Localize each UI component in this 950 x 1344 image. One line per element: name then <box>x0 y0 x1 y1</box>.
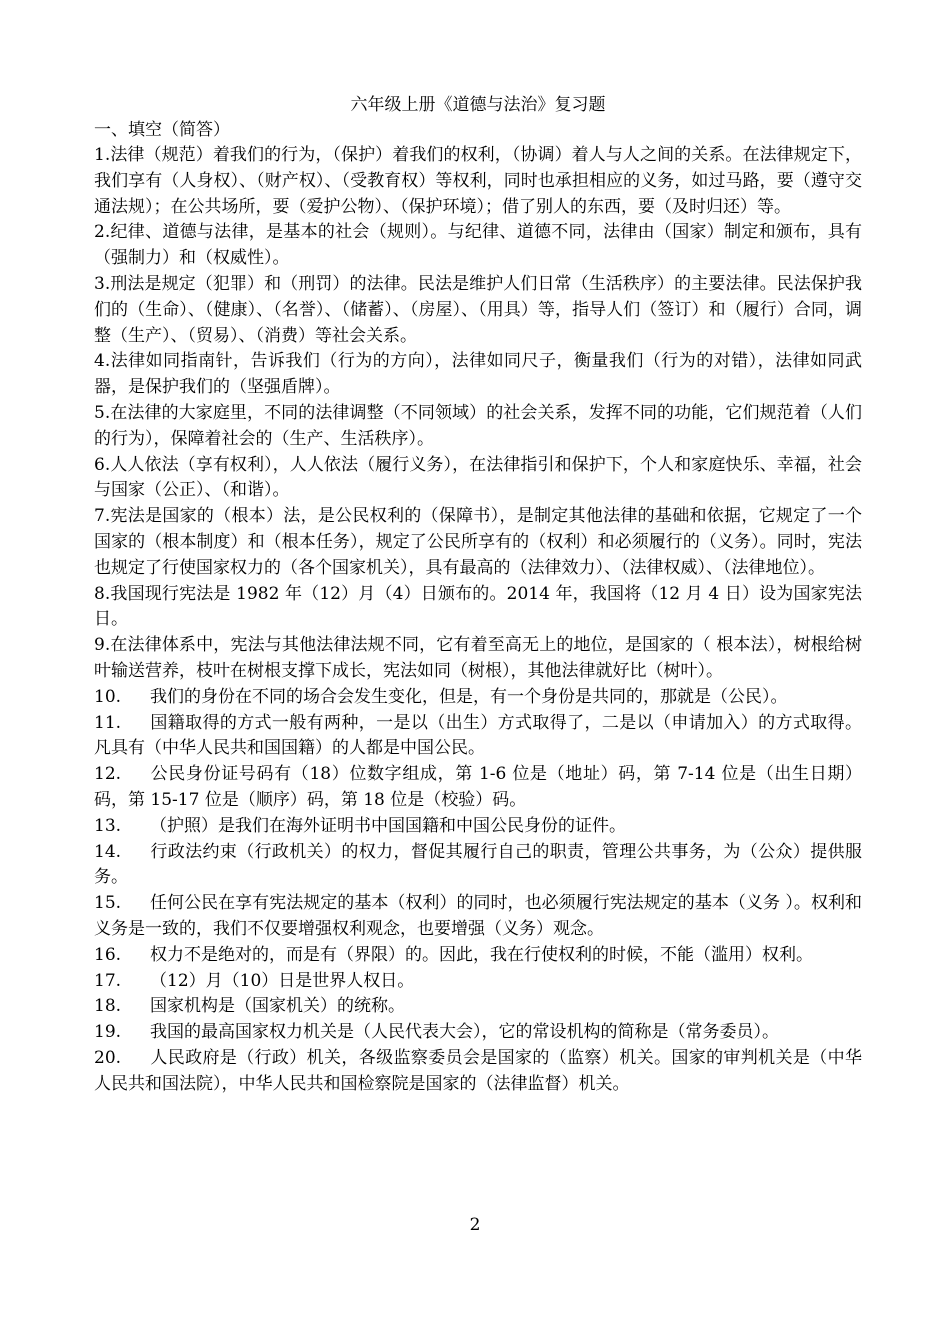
question-number: 3. <box>94 273 111 294</box>
question-item <box>94 349 862 401</box>
document-page <box>94 92 862 1097</box>
question-item <box>94 943 862 969</box>
question-number: 7. <box>94 506 111 527</box>
page-number: 2 <box>469 1215 481 1235</box>
question-item <box>94 840 862 892</box>
question-number: 14. <box>94 841 122 862</box>
question-number: 19. <box>94 1022 122 1043</box>
question-item <box>94 1046 862 1098</box>
question-number: 18. <box>94 996 122 1017</box>
question-number: 8. <box>94 583 111 604</box>
question-text: 国家机构是（国家机关）的统称。 <box>150 996 405 1017</box>
question-item <box>94 1020 862 1046</box>
question-item <box>94 711 862 763</box>
question-item <box>94 220 862 272</box>
question-text: 人人依法（享有权利），人人依法（履行义务），在法律指引和保护下，个人和家庭快乐、幸福，社会与国家（公正）、（和谐）。 <box>94 454 862 501</box>
question-text: 权力不是绝对的，而是有（界限）的。因此，我在行使权利的时候，不能（滥用）权利。 <box>150 944 813 965</box>
question-text: 人民政府是（行政）机关，各级监察委员会是国家的（监察）机关。国家的审判机关是（中华人民共和国法院），中华人民共和国检察院是国家的（法律监督）机关。 <box>94 1047 862 1094</box>
question-item <box>94 504 862 581</box>
question-text: 在法律的大家庭里，不同的法律调整（不同领域）的社会关系，发挥不同的功能，它们规范着（人们的行为），保障着社会的（生产、生活秩序）。 <box>94 402 862 449</box>
question-text: 我国的最高国家权力机关是（人民代表大会），它的常设机构的简称是（常务委员）。 <box>150 1022 779 1043</box>
question-number: 20. <box>94 1047 122 1068</box>
question-number: 17. <box>94 970 122 991</box>
question-item <box>94 814 862 840</box>
question-number: 12. <box>94 764 122 785</box>
question-item <box>94 143 862 220</box>
question-text: 法律如同指南针，告诉我们（行为的方向），法律如同尺子，衡量我们（行为的对错），法律如同武器，是保护我们的（坚强盾牌）。 <box>94 351 862 398</box>
question-number: 4. <box>94 351 111 372</box>
question-text: 刑法是规定（犯罪）和（刑罚）的法律。民法是维护人们日常（生活秩序）的主要法律。民法保护我们的（生命）、（健康）、（名誉）、（储蓄）、（房屋）、（用具）等，指导人们（签订）和（履行）合同，调整（生产）、（贸易）、（消费）等社会关系。 <box>94 273 862 346</box>
question-text: 在法律体系中，宪法与其他法律法规不同，它有着至高无上的地位，是国家的（ 根本法），树根给树叶输送营养，枝叶在树根支撑下成长，宪法如同（树根），其他法律就好比（树叶）。 <box>94 635 862 681</box>
question-item <box>94 762 862 814</box>
question-text: （12）月（10）日是世界人权日。 <box>150 970 415 991</box>
question-text: 法律（规范）着我们的行为，（保护）着我们的权利，（协调）着人与人之间的关系。在法律规定下，我们享有（人身权）、（财产权）、（受教育权）等权利，同时也承担相应的义务，如过马路，要（遵守交通法规）；在公共场所，要（爱护公物）、（保护环境）；借了别人的东西，要（及时归还）等。 <box>94 145 862 217</box>
question-number: 1. <box>94 145 111 165</box>
section-heading: 一、填空（简答） <box>94 120 230 140</box>
document-title: 六年级上册《道德与法治》复习题 <box>350 95 606 115</box>
question-text: 我国现行宪法是 1982 年（12）月（4）日颁布的。2014 年，我国将（12 月 4 日）设为国家宪法日。 <box>94 583 862 630</box>
question-number: 6. <box>94 454 111 475</box>
question-item <box>94 633 862 685</box>
question-text: 公民身份证号码有（18）位数字组成，第 1-6 位是（地址）码，第 7-14 位是（出生日期）码，第 15-17 位是（顺序）码，第 18 位是（校验）码。 <box>94 764 862 810</box>
question-number: 11. <box>94 712 122 733</box>
question-item <box>94 582 862 634</box>
question-text: 宪法是国家的（根本）法，是公民权利的（保障书），是制定其他法律的基础和依据，它规定了一个国家的（根本制度）和（根本任务），规定了公民所享有的（权利）和必须履行的（义务）。同时，宪法也规定了行使国家权力的（各个国家机关），具有最高的（法律效力）、（法律权威）、（法律地位）。 <box>94 506 862 578</box>
question-number: 16. <box>94 944 122 965</box>
question-item <box>94 685 862 711</box>
question-number: 2. <box>94 222 111 243</box>
question-text: 任何公民在享有宪法规定的基本（权利）的同时，也必须履行宪法规定的基本（义务 ）。权利和义务是一致的，我们不仅要增强权利观念，也要增强（义务）观念。 <box>94 893 862 939</box>
question-item <box>94 453 862 505</box>
question-text: 纪律、道德与法律，是基本的社会（规则）。与纪律、道德不同，法律由（国家）制定和颁布，具有（强制力）和（权威性）。 <box>94 222 862 269</box>
question-item <box>94 272 862 349</box>
question-number: 9. <box>94 635 111 656</box>
question-item <box>94 969 862 995</box>
question-number: 13. <box>94 815 122 836</box>
question-text: 行政法约束（行政机关）的权力，督促其履行自己的职责，管理公共事务，为（公众）提供服务。 <box>94 841 862 888</box>
question-number: 10. <box>94 686 122 707</box>
question-text: 我们的身份在不同的场合会发生变化，但是，有一个身份是共同的，那就是（公民）。 <box>150 686 788 707</box>
question-item <box>94 401 862 453</box>
question-number: 15. <box>94 893 122 914</box>
question-text: （护照）是我们在海外证明书中国国籍和中国公民身份的证件。 <box>150 815 626 836</box>
question-text: 国籍取得的方式一般有两种，一是以（出生）方式取得了，二是以（申请加入）的方式取得。凡具有（中华人民共和国国籍）的人都是中国公民。 <box>94 712 862 759</box>
question-item <box>94 994 862 1020</box>
question-number: 5. <box>94 402 111 423</box>
question-item <box>94 891 862 943</box>
